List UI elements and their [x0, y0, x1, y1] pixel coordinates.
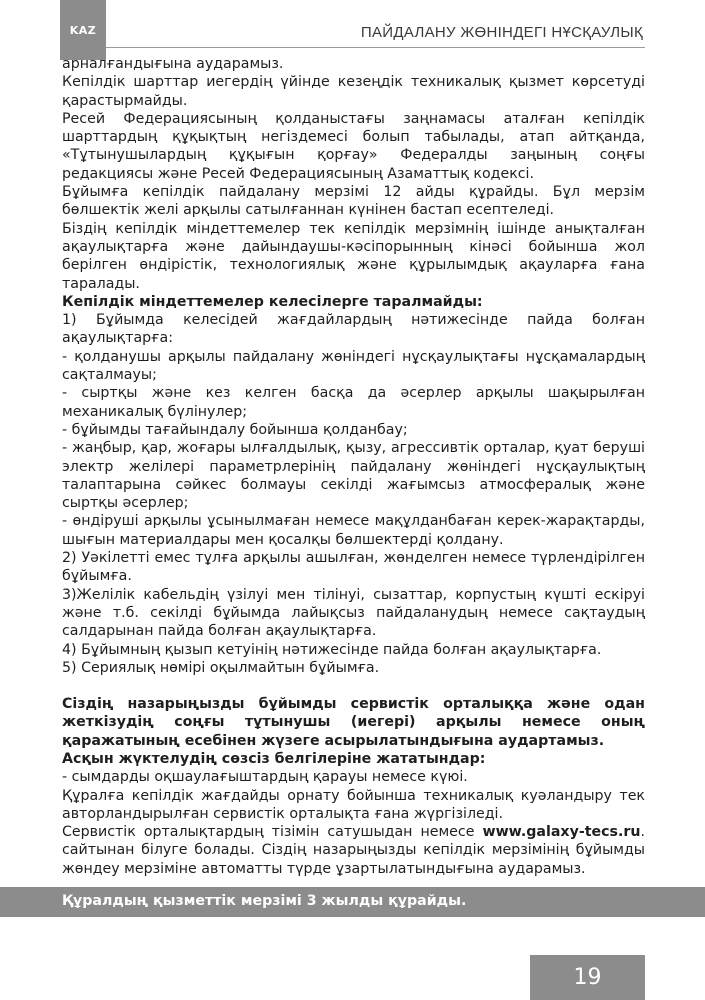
list-item: - бұйымды тағайындалу бойынша қолданбау;	[62, 421, 408, 438]
list-item: - жаңбыр, қар, жоғары ылғалдылық, қызу, агрессивтік орталар, қуат беруші электр желілері параметрлерінің пайдалану жөніндегі нұсқаулықтың талаптарына сәйкес болмауы секілді жағымсыз атмосфералық және сыртқы әсерлер;	[62, 440, 645, 512]
page-header-title: ПАЙДАЛАНУ ЖӨНІНДЕГІ НҰСҚАУЛЫҚ	[360, 24, 643, 41]
text-span: Сервистік орталықтардың тізімін сатушыдан немесе	[62, 824, 483, 841]
paragraph: арналғандығына аударамыз.	[62, 56, 284, 72]
spacer	[62, 677, 645, 695]
list-item: 5) Сериялық нөмірі оқылмайтын бұйымға.	[62, 659, 380, 676]
paragraph: Ресей Федерациясының қолданыстағы заңнамасы аталған кепілдік шарттардың құқықтың негіздемесі болып табылады, атап айтқанда, «Тұтынушылардың құқығын қорғау» Федералды заңының соңғы редакциясы және Ресей Федерациясының Азаматтық кодексі.	[62, 110, 645, 182]
service-life-text: Құралдың қызметтік мерзімі 3 жылды құрайды.	[62, 893, 467, 909]
page-number: 19	[530, 955, 645, 1000]
service-life-banner	[0, 887, 705, 917]
notice-paragraph: Сіздің назарыңызды бұйымды сервистік орталыққа және одан жеткізудің соңғы тұтынушы (иегері) арқылы немесе оның қаражатының есебінен жүзеге асырылатындығына аудартамыз.	[62, 696, 645, 749]
list-item: 2) Уәкілетті емес тұлға арқылы ашылған, жөнделген немесе түрлендірілген бұйымға.	[62, 550, 645, 585]
manual-text	[62, 55, 645, 878]
list-item: 3)Желілік кабельдің үзілуі мен тілінуі, сызаттар, корпустың күшті ескіруі және т.б. секілді бұйымда лайықсыз пайдаланудың немесе сақтаудың салдарынан пайда болған ақаулықтарға.	[62, 586, 645, 640]
list-item: - сымдарды оқшаулағыштардың қарауы немесе күюі.	[62, 769, 468, 786]
text-span: . сайтынан білуге болады. Сіздің назарыңызды кепілдік мерзімінің бұйымды жөндеу мерзіміне автоматты түрде ұзартылатындығына аударамыз.	[62, 824, 645, 877]
list-item: - қолданушы арқылы пайдалану жөніндегі нұсқаулықтағы нұсқамалардың сақталмауы;	[62, 348, 645, 384]
paragraph	[62, 823, 645, 878]
paragraph: Бұйымға кепілдік пайдалану мерзімі 12 айды құрайды. Бұл мерзім бөлшектік желі арқылы сатылғаннан күнінен бастап есептеледі.	[62, 184, 645, 219]
exclusions-heading: Кепілдік міндеттемелер келесілерге таралмайды:	[62, 293, 483, 310]
signs-heading: Асқын жүктелудің сөзсіз белгілеріне жататындар:	[62, 750, 486, 767]
paragraph: Құралға кепілдік жағдайды орнату бойынша техникалық куәландыру тек авторландырылған сервистік орталықта ғана жүргізіледі.	[62, 787, 645, 822]
language-tab: KAZ	[60, 0, 106, 60]
header-divider	[106, 47, 645, 48]
list-item: 1) Бұйымда келесідей жағдайлардың нәтижесінде пайда болған ақаулықтарға:	[62, 312, 645, 347]
paragraph: Кепілдік шарттар иегердің үйінде кезеңдік техникалық қызмет көрсетуді қарастырмайды.	[62, 74, 645, 109]
list-item: - өндіруші арқылы ұсынылмаған немесе мақұлданбаған керек-жарақтарды, шығын материалдары мен қосалқы бөлшектерді қолдану.	[62, 513, 645, 548]
list-item: 4) Бұйымның қызып кетуінің нәтижесінде пайда болған ақаулықтарға.	[62, 641, 602, 658]
list-item: - сыртқы және кез келген басқа да әсерлер арқылы шақырылған механикалық бүлінулер;	[62, 385, 645, 420]
paragraph: Біздің кепілдік міндеттемелер тек кепілдік мерзімнің ішінде анықталған ақаулықтарға және дайындаушы-кәсіпорынның кінәсі бойынша жол берілген өндірістік, технологиялық және құрылымдық ақауларға ғана таралады.	[62, 220, 645, 292]
website-link[interactable]: www.galaxy-tecs.ru	[482, 824, 641, 841]
